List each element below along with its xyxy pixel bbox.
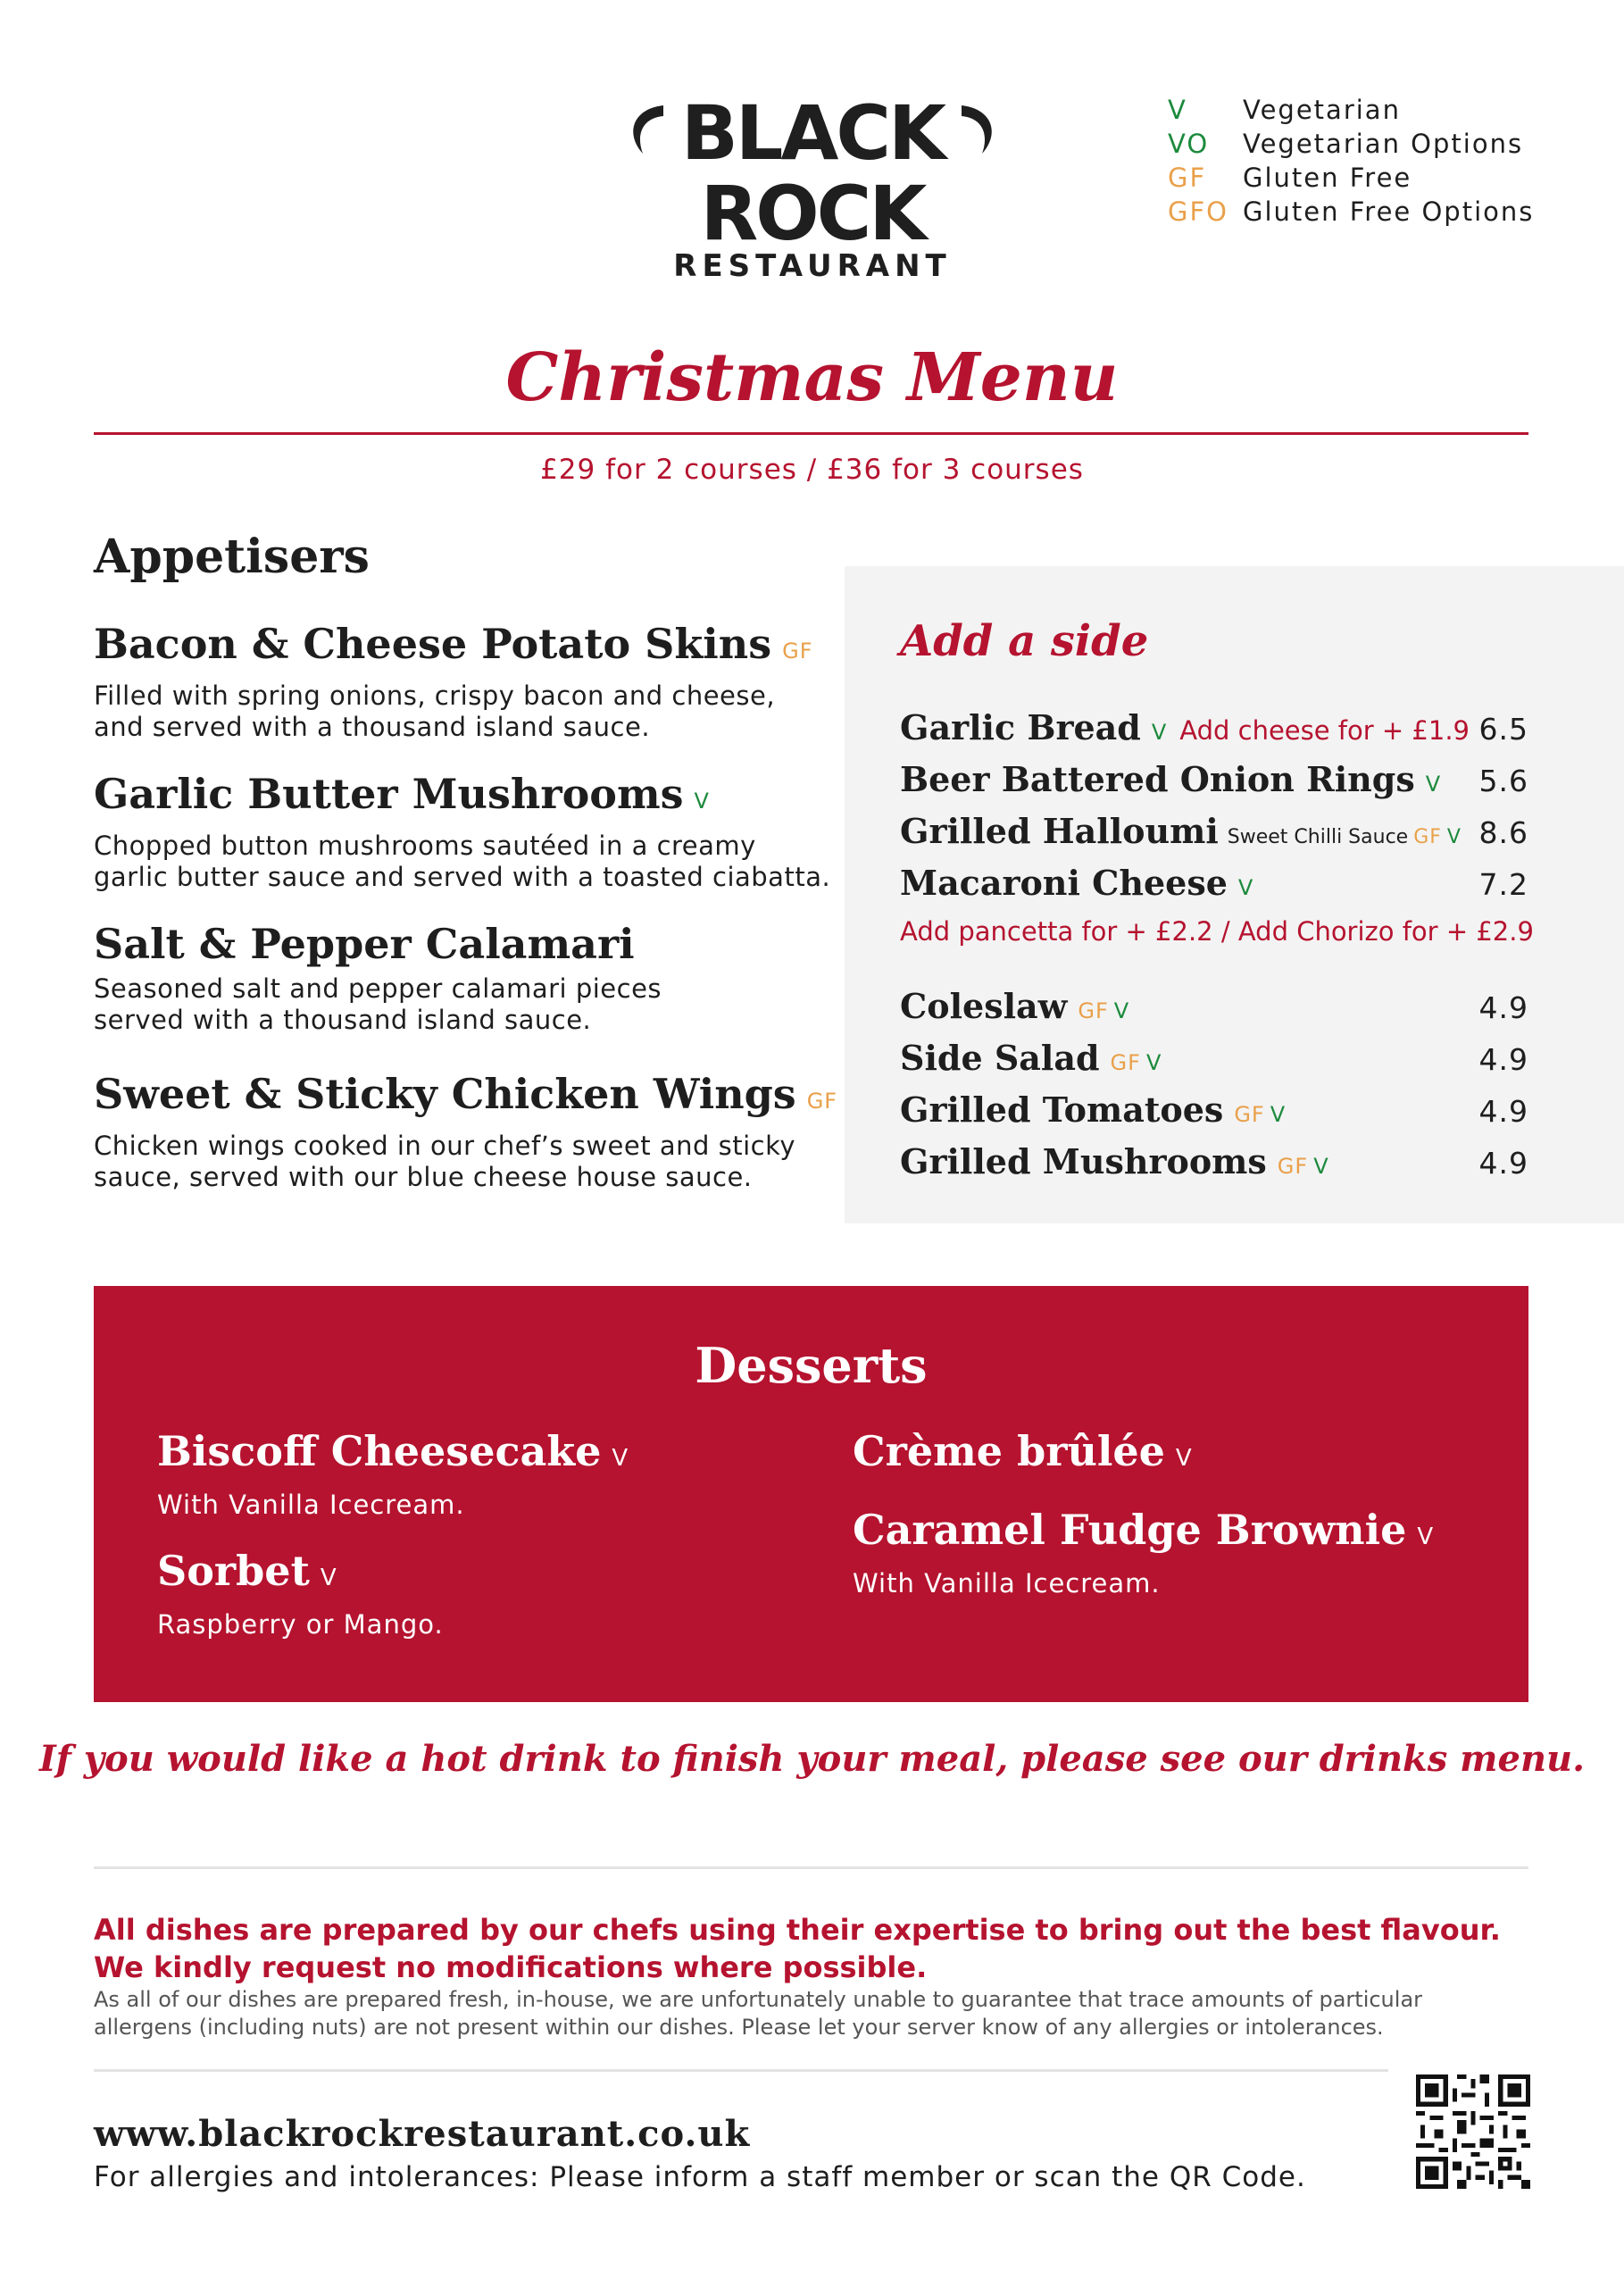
allergen-disclaimer: As all of our dishes are prepared fresh, in-house, we are unfortunately unable to guarantee that trace amounts of particular allergens (including nuts) are not present within our dishes. Please let your server know of any allergies or intolerances. [94,1987,1423,2040]
price-line: £29 for 2 courses / £36 for 3 courses [540,454,1084,486]
dietary-tag: GF [1277,1154,1309,1179]
dietary-tag: V [1417,1524,1435,1550]
legend-label: Gluten Free [1243,163,1412,193]
dessert-description: With Vanilla Icecream. [157,1490,465,1520]
side-note: Sweet Chilli Sauce [1227,826,1409,848]
appetiser-name: Salt & Pepper Calamari [94,920,635,968]
website-link[interactable]: www.blackrockrestaurant.co.uk [94,2113,751,2155]
legend-row [1168,161,1534,195]
dietary-tag: V [1145,1050,1162,1075]
side-name: Coleslaw [900,986,1068,1026]
dietary-tag: GF [1110,1050,1141,1075]
footer-divider [94,1866,1528,1869]
dietary-tag: GF [1078,998,1109,1023]
dietary-tag: V [1446,826,1462,848]
dietary-tag: V [694,789,710,814]
dessert-name: Biscoff Cheesecake [157,1427,602,1475]
side-price: 4.9 [1478,1146,1528,1181]
side-name: Grilled Halloumi [900,811,1219,851]
side-name: Garlic Bread [900,707,1141,747]
legend-code: VO [1168,129,1210,159]
dietary-tag: V [1313,1154,1329,1179]
logo-line-rock: ROCK [700,170,925,257]
side-item [900,707,1528,759]
page-title: Christmas Menu [505,339,1119,416]
side-item [900,1089,1528,1141]
sides-heading: Add a side [900,616,1149,666]
legend-label: Vegetarian [1243,95,1401,125]
footer-divider [94,2069,1388,2072]
side-name: Beer Battered Onion Rings [900,759,1415,799]
side-item [900,811,1528,863]
appetiser-description: Chicken wings cooked in our chef’s sweet and sticky sauce, served with our blue cheese house sauce. [94,1131,795,1192]
dessert-name: Sorbet [157,1547,310,1595]
side-note: Add cheese for + £1.9 [1179,715,1470,746]
legend-row [1168,93,1534,127]
side-name: Grilled Mushrooms [900,1141,1267,1181]
dietary-tag: V [1151,720,1168,745]
side-item [900,1038,1528,1089]
dessert-name: Caramel Fudge Brownie [853,1506,1407,1554]
side-price: 8.6 [1478,815,1528,850]
appetiser-description: Chopped button mushrooms sautéed in a creamy garlic butter sauce and served with a toasted ciabatta. [94,831,831,892]
dessert-item [853,1504,1434,1599]
dessert-description: With Vanilla Icecream. [853,1568,1161,1599]
dietary-tag: V [1270,1102,1287,1127]
dietary-tag: GF [1413,826,1442,848]
appetiser-item [94,1068,844,1193]
notice-line: All dishes are prepared by our chefs using their expertise to bring out the best flavour. [94,1913,1501,1947]
dietary-tag: V [1237,875,1254,900]
dietary-tag: GF [806,1089,838,1114]
side-price: 5.6 [1478,764,1528,798]
appetiser-description: Filled with spring onions, crispy bacon and cheese, and served with a thousand island sauce. [94,680,776,742]
appetiser-description: Seasoned salt and pepper calamari pieces served with a thousand island sauce. [94,973,662,1035]
legend-code: V [1168,95,1187,125]
dessert-item [157,1425,629,1520]
dietary-tag: V [1175,1445,1193,1472]
side-price: 4.9 [1478,1042,1528,1077]
allergy-info: For allergies and intolerances: Please inform a staff member or scan the QR Code. [94,2161,1306,2193]
dietary-tag: V [1425,772,1442,797]
side-name: Macaroni Cheese [900,863,1228,903]
side-item [900,863,1528,914]
side-price: 4.9 [1478,1094,1528,1129]
appetiser-item [94,618,844,743]
dessert-description: Raspberry or Mango. [157,1609,444,1640]
qr-code-icon[interactable] [1416,2074,1530,2189]
legend-row [1168,127,1534,161]
dessert-name: Crème brûlée [853,1427,1165,1475]
logo-line-restaurant: RESTAURANT [673,248,952,284]
dessert-item [157,1545,444,1640]
appetiser-name: Sweet & Sticky Chicken Wings [94,1070,796,1118]
side-price: 7.2 [1478,867,1528,902]
legend-label: Vegetarian Options [1243,129,1524,159]
dietary-legend [1168,93,1534,229]
dietary-tag: GF [782,639,813,664]
dietary-tag: V [1113,998,1130,1023]
side-item [900,1141,1528,1193]
title-divider [94,432,1528,435]
legend-code: GFO [1168,196,1228,227]
legend-label: Gluten Free Options [1243,196,1535,227]
dietary-tag: GF [1234,1102,1265,1127]
dietary-tag: V [612,1445,629,1472]
notice-line: We kindly request no modifications where possible. [94,1950,928,1984]
side-price: 4.9 [1478,990,1528,1025]
dietary-tag: V [320,1565,337,1591]
side-item [900,986,1528,1038]
drinks-note: If you would like a hot drink to finish your meal, please see our drinks menu. [38,1738,1586,1780]
legend-code: GF [1168,163,1207,193]
desserts-heading: Desserts [695,1337,928,1394]
dessert-item [853,1425,1193,1484]
appetiser-name: Garlic Butter Mushrooms [94,770,684,818]
appetisers-heading: Appetisers [94,530,370,584]
side-name: Grilled Tomatoes [900,1089,1224,1130]
side-price: 6.5 [1478,712,1528,747]
restaurant-logo [616,89,1009,286]
logo-line-black: BLACK [680,89,945,177]
appetiser-item [94,768,844,893]
side-item [900,759,1528,811]
legend-row [1168,195,1534,229]
appetiser-item [94,918,844,1036]
appetiser-name: Bacon & Cheese Potato Skins [94,620,772,668]
side-name: Side Salad [900,1038,1100,1078]
chef-notice [94,1911,1501,1986]
side-extra-note: Add pancetta for + £2.2 / Add Chorizo for + £2.9 [900,916,1534,947]
